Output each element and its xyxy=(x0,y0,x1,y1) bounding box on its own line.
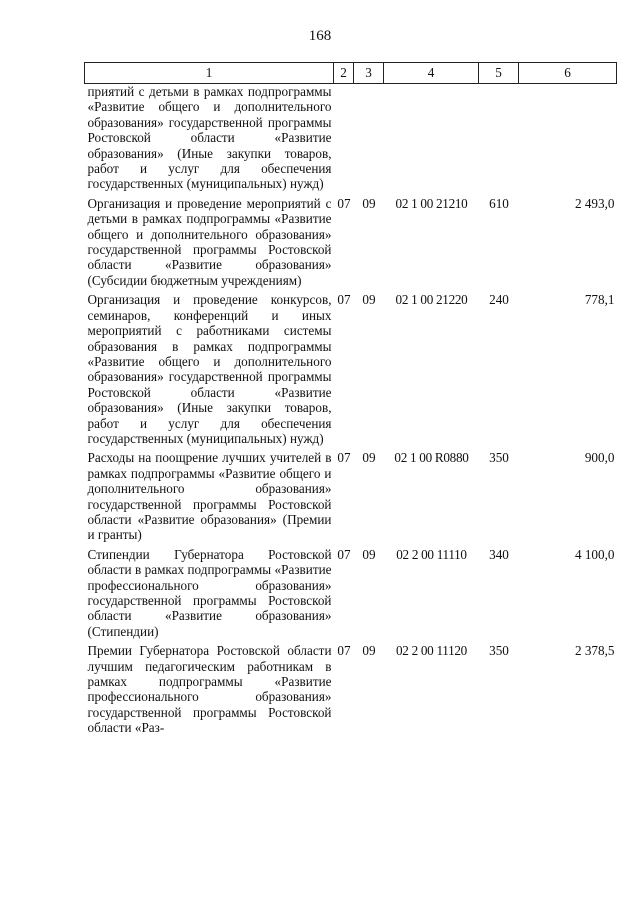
expense-description: Расходы на поощрение лучших учителей в рамках подпрограммы «Развитие общего и дополнительного образования» государственной программы Ростовской области «Развитие образования» (Премии и гранты) xyxy=(87,450,332,543)
subsection-code xyxy=(354,84,384,196)
amount: 4 100,0 xyxy=(574,546,615,562)
table-header-row xyxy=(85,63,617,84)
expense-description: Стипендии Губернатора Ростовской области в рамках подпрограммы «Развитие профессионального образования» государственной программы Ростовской области «Развитие образования» (Стипендии) xyxy=(87,546,332,639)
budget-table xyxy=(84,62,617,740)
section-code xyxy=(334,84,354,196)
amount: 2 493,0 xyxy=(574,195,615,211)
target-article-code: 02 2 00 11120 xyxy=(396,643,467,659)
table-row xyxy=(85,292,617,450)
column-header: 4 xyxy=(384,63,479,84)
amount: 778,1 xyxy=(584,292,615,308)
column-header: 2 xyxy=(334,63,354,84)
subsection-code: 09 xyxy=(362,546,376,562)
table-row xyxy=(85,196,617,292)
subsection-code: 09 xyxy=(362,195,376,211)
table-row xyxy=(85,84,617,196)
amount: 900,0 xyxy=(584,450,615,466)
table-row xyxy=(85,450,617,546)
subsection-code: 09 xyxy=(362,450,376,466)
section-code: 07 xyxy=(337,292,351,308)
section-code: 07 xyxy=(337,450,351,466)
expense-description: Организация и проведение мероприятий с детьми в рамках подпрограммы «Развитие общего и дополнительного образования» государственной программы Ростовской области «Развитие образования» (Субсидии бюджетным учреждениям) xyxy=(87,195,332,288)
page-number: 168 xyxy=(308,28,332,44)
section-code: 07 xyxy=(337,195,351,211)
amount: 2 378,5 xyxy=(574,643,615,659)
table-row xyxy=(85,547,617,643)
column-header: 3 xyxy=(354,63,384,84)
target-article-code: 02 1 00 21210 xyxy=(395,195,468,211)
target-article-code: 02 2 00 11110 xyxy=(396,546,467,562)
expense-description: приятий с детьми в рамках подпрограммы «Развитие общего и дополнительного образования» государственной программы Ростовской области «Развитие образования» (Иные закупки товаров, работ и услуг для обеспечения государственных (муниципальных) нужд) xyxy=(87,84,332,192)
expense-type-code: 610 xyxy=(489,195,509,211)
expense-type-code: 350 xyxy=(489,450,509,466)
column-header: 5 xyxy=(479,63,519,84)
expense-type-code: 340 xyxy=(489,546,509,562)
expense-type-code: 350 xyxy=(489,643,509,659)
section-code: 07 xyxy=(337,546,351,562)
expense-description: Организация и проведение конкурсов, семинаров, конференций и иных мероприятий с работниками системы образования в рамках подпрограммы «Развитие общего и дополнительного образования» государственной программы Ростовской области «Развитие образования» (Иные закупки товаров, работ и услуг для обеспечения государственных (муниципальных) нужд) xyxy=(87,292,332,446)
subsection-code: 09 xyxy=(362,292,376,308)
section-code: 07 xyxy=(337,643,351,659)
target-article-code: 02 1 00 R0880 xyxy=(394,450,469,466)
target-article-code: 02 1 00 21220 xyxy=(395,292,468,308)
amount xyxy=(519,84,617,196)
expense-type-code xyxy=(479,84,519,196)
expense-type-code: 240 xyxy=(489,292,509,308)
target-article-code xyxy=(384,84,479,196)
subsection-code: 09 xyxy=(362,643,376,659)
column-header: 6 xyxy=(519,63,617,84)
column-header: 1 xyxy=(85,63,334,84)
table-row xyxy=(85,643,617,739)
expense-description: Премии Губернатора Ростовской области лучшим педагогическим работникам в рамках подпрограммы «Развитие профессионального образования» государственной программы Ростовской области «Раз- xyxy=(87,643,332,736)
